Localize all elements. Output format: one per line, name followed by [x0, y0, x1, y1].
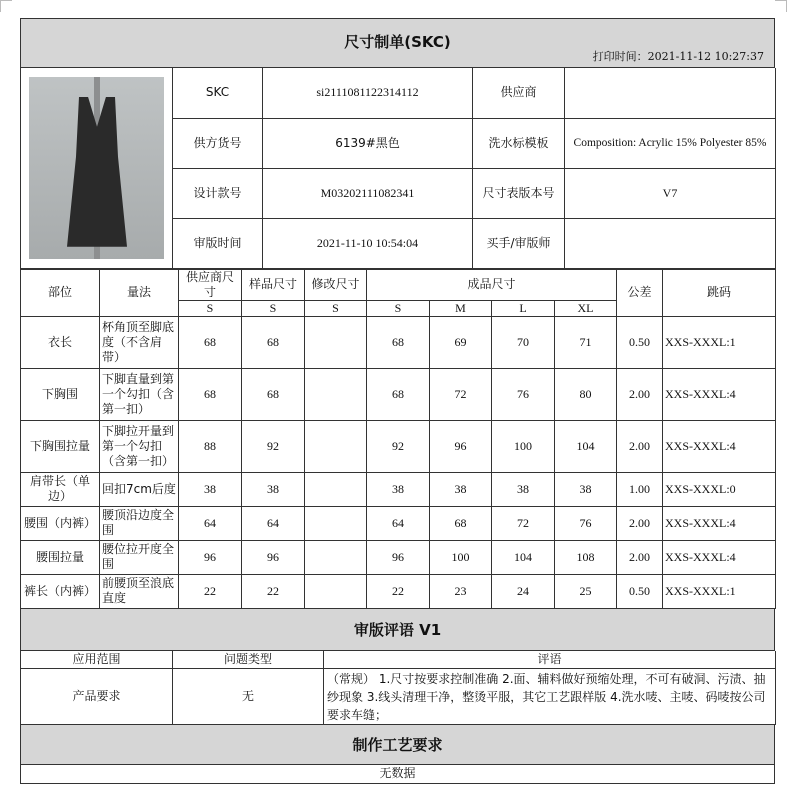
- info-table: [20, 68, 776, 269]
- size-cell-l: 38: [492, 472, 555, 506]
- size-cell-s: 64: [367, 506, 430, 540]
- size-cell-l: 76: [492, 368, 555, 420]
- size-cell-m: 96: [430, 420, 492, 472]
- size-cell-sup: 22: [179, 574, 242, 608]
- size-cell-xl: 71: [555, 316, 617, 368]
- supplier-label: 供应商: [473, 68, 565, 118]
- header: [20, 18, 775, 68]
- size-cell-l: 100: [492, 420, 555, 472]
- size-cell-sup: 68: [179, 316, 242, 368]
- col-modified-size: 修改尺寸: [305, 269, 367, 300]
- size-cell-xl: 104: [555, 420, 617, 472]
- size-cell-s: 22: [367, 574, 430, 608]
- col-comment: 评语: [324, 651, 776, 669]
- size-cell-mod: [305, 472, 367, 506]
- size-cell-xl: 80: [555, 368, 617, 420]
- size-cell-part: 下胸围: [21, 368, 100, 420]
- size-cell-s: 96: [367, 540, 430, 574]
- size-cell-m: 23: [430, 574, 492, 608]
- size-row: [21, 472, 776, 506]
- size-cell-sup: 96: [179, 540, 242, 574]
- size-cell-tol: 0.50: [617, 316, 663, 368]
- size-cell-sample: 22: [242, 574, 305, 608]
- size-cell-tol: 2.00: [617, 368, 663, 420]
- col-final-size: 成品尺寸: [367, 269, 617, 300]
- wash-value: Composition: Acrylic 15% Polyester 85%: [565, 118, 776, 168]
- size-cell-m: 100: [430, 540, 492, 574]
- size-cell-tol: 2.00: [617, 506, 663, 540]
- sup-code-label: 供方货号: [173, 118, 263, 168]
- col-scope: 应用范围: [21, 651, 173, 669]
- design-label: 设计款号: [173, 168, 263, 218]
- size-cell-l: 70: [492, 316, 555, 368]
- size-cell-m: 72: [430, 368, 492, 420]
- review-time-label: 审版时间: [173, 218, 263, 268]
- size-cell-mod: [305, 420, 367, 472]
- buyer-value: [565, 218, 776, 268]
- size-cell-part: 腰围（内裤）: [21, 506, 100, 540]
- size-cell-jump: XXS-XXXL:1: [663, 316, 776, 368]
- buyer-label: 买手/审版师: [473, 218, 565, 268]
- size-cell-jump: XXS-XXXL:0: [663, 472, 776, 506]
- size-cell-sup: 64: [179, 506, 242, 540]
- product-photo: [29, 77, 164, 259]
- size-cell-s: 68: [367, 316, 430, 368]
- supplier-value: [565, 68, 776, 118]
- size-cell-tol: 2.00: [617, 540, 663, 574]
- comment-value: （常规） 1.尺寸按要求控制准确 2.面、辅料做好预缩处理，不可有破洞、污渍、抽纱现象 3.线头清理干净，整烫平服，其它工艺跟样版 4.洗水唛、主唛、码唛按公司要求车缝；: [324, 669, 776, 725]
- sup-code-value: 6139#黑色: [263, 118, 473, 168]
- size-cell-method: 腰顶沿边度全围: [100, 506, 179, 540]
- size-cell-mod: [305, 540, 367, 574]
- col-tolerance: 公差: [617, 269, 663, 316]
- size-cell-tol: 1.00: [617, 472, 663, 506]
- size-cell-sample: 68: [242, 316, 305, 368]
- craft-empty: 无数据: [21, 765, 775, 783]
- final-size-xl: XL: [555, 300, 617, 316]
- skc-value: si2111081122314112: [263, 68, 473, 118]
- size-cell-part: 衣长: [21, 316, 100, 368]
- print-time: 打印时间：2021-11-12 10:27:37: [592, 50, 764, 63]
- size-cell-xl: 25: [555, 574, 617, 608]
- size-cell-jump: XXS-XXXL:4: [663, 368, 776, 420]
- size-cell-s: 38: [367, 472, 430, 506]
- size-cell-sup: 38: [179, 472, 242, 506]
- final-size-m: M: [430, 300, 492, 316]
- col-part: 部位: [21, 269, 100, 316]
- size-cell-sup: 88: [179, 420, 242, 472]
- final-size-l: L: [492, 300, 555, 316]
- size-cell-mod: [305, 316, 367, 368]
- size-cell-part: 裤长（内裤）: [21, 574, 100, 608]
- size-cell-l: 24: [492, 574, 555, 608]
- sample-size-s: S: [242, 300, 305, 316]
- craft-table: [20, 765, 775, 784]
- size-cell-jump: XXS-XXXL:1: [663, 574, 776, 608]
- review-table: [20, 651, 776, 726]
- col-sample-size: 样品尺寸: [242, 269, 305, 300]
- size-cell-method: 回扣7cm后度: [100, 472, 179, 506]
- size-cell-part: 腰围拉量: [21, 540, 100, 574]
- size-cell-tol: 0.50: [617, 574, 663, 608]
- size-cell-method: 杯角顶至脚底度（不含肩带）: [100, 316, 179, 368]
- size-cell-l: 104: [492, 540, 555, 574]
- size-cell-sample: 38: [242, 472, 305, 506]
- review-time-value: 2021-11-10 10:54:04: [263, 218, 473, 268]
- size-cell-xl: 108: [555, 540, 617, 574]
- size-cell-jump: XXS-XXXL:4: [663, 506, 776, 540]
- product-image-cell: [21, 68, 173, 268]
- craft-section-title: 制作工艺要求: [20, 725, 775, 765]
- size-cell-l: 72: [492, 506, 555, 540]
- size-table: [20, 269, 776, 609]
- size-cell-jump: XXS-XXXL:4: [663, 540, 776, 574]
- size-cell-xl: 38: [555, 472, 617, 506]
- corner-mark-right: [775, 0, 787, 12]
- wash-label: 洗水标模板: [473, 118, 565, 168]
- size-cell-method: 前腰顶至浪底直度: [100, 574, 179, 608]
- version-value: V7: [565, 168, 776, 218]
- size-cell-sup: 68: [179, 368, 242, 420]
- size-cell-m: 68: [430, 506, 492, 540]
- size-cell-m: 38: [430, 472, 492, 506]
- size-cell-jump: XXS-XXXL:4: [663, 420, 776, 472]
- size-cell-part: 肩带长（单边）: [21, 472, 100, 506]
- size-cell-method: 下脚直量到第一个勾扣（含第一扣）: [100, 368, 179, 420]
- size-cell-s: 68: [367, 368, 430, 420]
- mod-size-s: S: [305, 300, 367, 316]
- col-grading: 跳码: [663, 269, 776, 316]
- size-row: [21, 574, 776, 608]
- size-cell-part: 下胸围拉量: [21, 420, 100, 472]
- col-supplier-size: 供应商尺寸: [179, 269, 242, 300]
- col-method: 量法: [100, 269, 179, 316]
- review-section-title: 审版评语 V1: [20, 609, 775, 651]
- size-cell-sample: 92: [242, 420, 305, 472]
- size-row: [21, 316, 776, 368]
- size-cell-mod: [305, 506, 367, 540]
- size-cell-m: 69: [430, 316, 492, 368]
- document: [20, 18, 775, 784]
- size-cell-mod: [305, 574, 367, 608]
- size-row: [21, 540, 776, 574]
- col-issue-type: 问题类型: [173, 651, 324, 669]
- sup-size-s: S: [179, 300, 242, 316]
- size-cell-method: 下脚拉开量到第一个勾扣（含第一扣）: [100, 420, 179, 472]
- size-cell-mod: [305, 368, 367, 420]
- design-value: M03202111082341: [263, 168, 473, 218]
- scope-value: 产品要求: [21, 669, 173, 725]
- size-cell-method: 腰位拉开度全围: [100, 540, 179, 574]
- size-cell-s: 92: [367, 420, 430, 472]
- size-cell-xl: 76: [555, 506, 617, 540]
- issue-type-value: 无: [173, 669, 324, 725]
- size-row: [21, 420, 776, 472]
- size-row: [21, 506, 776, 540]
- size-cell-sample: 64: [242, 506, 305, 540]
- size-row: [21, 368, 776, 420]
- final-size-s: S: [367, 300, 430, 316]
- size-cell-tol: 2.00: [617, 420, 663, 472]
- page-title: 尺寸制单(SKC): [344, 33, 451, 51]
- size-cell-sample: 68: [242, 368, 305, 420]
- corner-mark-left: [0, 0, 12, 12]
- size-cell-sample: 96: [242, 540, 305, 574]
- version-label: 尺寸表版本号: [473, 168, 565, 218]
- skc-label: SKC: [173, 68, 263, 118]
